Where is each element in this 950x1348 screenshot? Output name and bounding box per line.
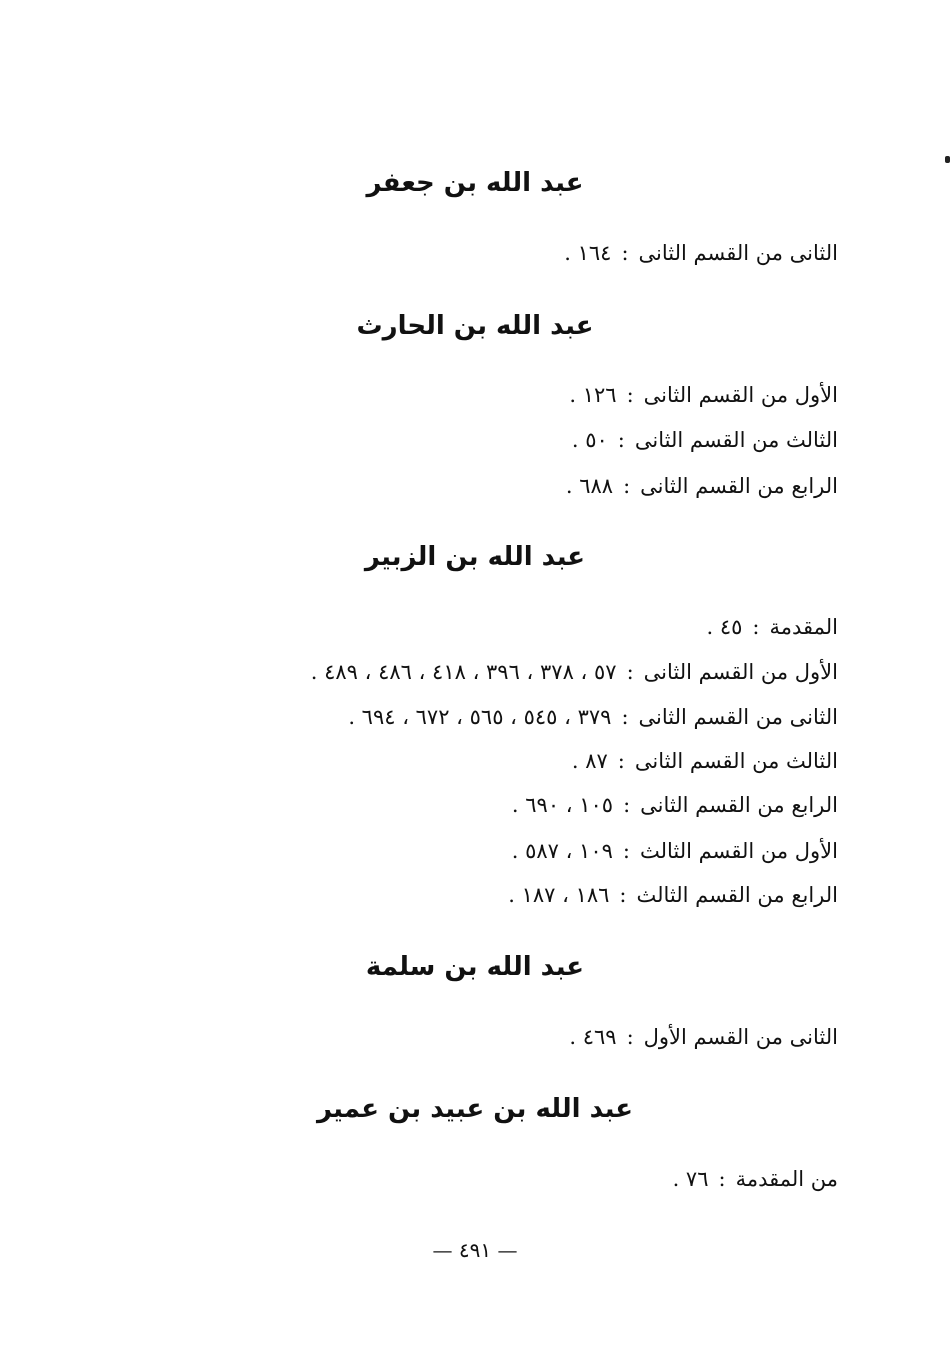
- section-heading: عبد الله بن الزبير: [364, 542, 586, 572]
- entry-separator: :: [622, 839, 630, 863]
- entry-label: الثانى من القسم الثانى: [638, 705, 838, 729]
- entry-page-refs: ١٠٩ ، ٥٨٧ .: [511, 839, 613, 863]
- entry-separator: :: [623, 474, 631, 498]
- page-number: — ٤٩١ —: [432, 1238, 518, 1262]
- entry-separator: :: [617, 749, 625, 773]
- entry-separator: :: [718, 1167, 726, 1191]
- entry-page-refs: ٤٦٩ .: [569, 1025, 617, 1049]
- index-entry: [673, 1164, 838, 1194]
- section-heading: عبد الله بن سلمة: [365, 952, 585, 982]
- entry-page-refs: ٦٨٨ .: [565, 474, 614, 498]
- index-entry: [348, 702, 838, 732]
- entry-label: الثانى من القسم الأول: [643, 1025, 838, 1049]
- index-entry: [564, 238, 838, 268]
- scan-speck: [945, 156, 950, 163]
- entry-label: الرابع من القسم الثانى: [640, 474, 838, 498]
- entry-page-refs: ٥٧ ، ٣٧٨ ، ٣٩٦ ، ٤١٨ ، ٤٨٦ ، ٤٨٩ .: [310, 660, 617, 684]
- index-entry: [311, 657, 838, 687]
- section-heading: عبد الله بن الحارث: [356, 311, 594, 341]
- entry-page-refs: ٨٧ .: [571, 749, 608, 773]
- entry-label: الرابع من القسم الثانى: [640, 793, 838, 817]
- entry-separator: :: [626, 660, 634, 684]
- entry-label: الثانى من القسم الثانى: [638, 241, 838, 265]
- entry-label: المقدمة: [769, 615, 838, 639]
- index-entry: [569, 1022, 838, 1052]
- section-heading: عبد الله بن جعفر: [366, 168, 584, 198]
- index-entry: [566, 471, 838, 501]
- entry-label: الثالث من القسم الثانى: [634, 749, 838, 773]
- entry-label: الرابع من القسم الثالث: [636, 883, 838, 907]
- index-entry: [508, 880, 838, 910]
- entry-label: من المقدمة: [735, 1167, 838, 1191]
- entry-page-refs: ١٨٦ ، ١٨٧ .: [508, 883, 610, 907]
- entry-label: الثالث من القسم الثانى: [634, 428, 838, 452]
- entry-separator: :: [617, 428, 625, 452]
- entry-separator: :: [621, 241, 629, 265]
- index-entry: [512, 836, 838, 866]
- entry-separator: :: [619, 883, 627, 907]
- entry-page-refs: ٣٧٩ ، ٥٤٥ ، ٥٦٥ ، ٦٧٢ ، ٦٩٤ .: [348, 705, 612, 729]
- index-entry: [572, 425, 838, 455]
- entry-separator: :: [626, 383, 634, 407]
- index-entry: [572, 746, 838, 776]
- entry-page-refs: ١٦٤ .: [564, 241, 612, 265]
- entry-page-refs: ٥٠ .: [571, 428, 608, 452]
- entry-separator: :: [752, 615, 760, 639]
- section-heading: عبد الله بن عبيد بن عمير: [316, 1094, 633, 1124]
- entry-separator: :: [623, 793, 631, 817]
- entry-page-refs: ١٠٥ ، ٦٩٠ .: [511, 793, 614, 817]
- entry-label: الأول من القسم الثالث: [639, 839, 838, 863]
- entry-page-refs: ٧٦ .: [672, 1167, 709, 1191]
- entry-page-refs: ١٢٦ .: [569, 383, 617, 407]
- index-entry: [512, 790, 838, 820]
- index-entry: [706, 612, 838, 642]
- entry-label: الأول من القسم الثانى: [643, 383, 838, 407]
- entry-label: الأول من القسم الثانى: [643, 660, 838, 684]
- entry-page-refs: ٤٥ .: [706, 615, 743, 639]
- index-entry: [569, 380, 838, 410]
- entry-separator: :: [621, 705, 629, 729]
- entry-separator: :: [626, 1025, 634, 1049]
